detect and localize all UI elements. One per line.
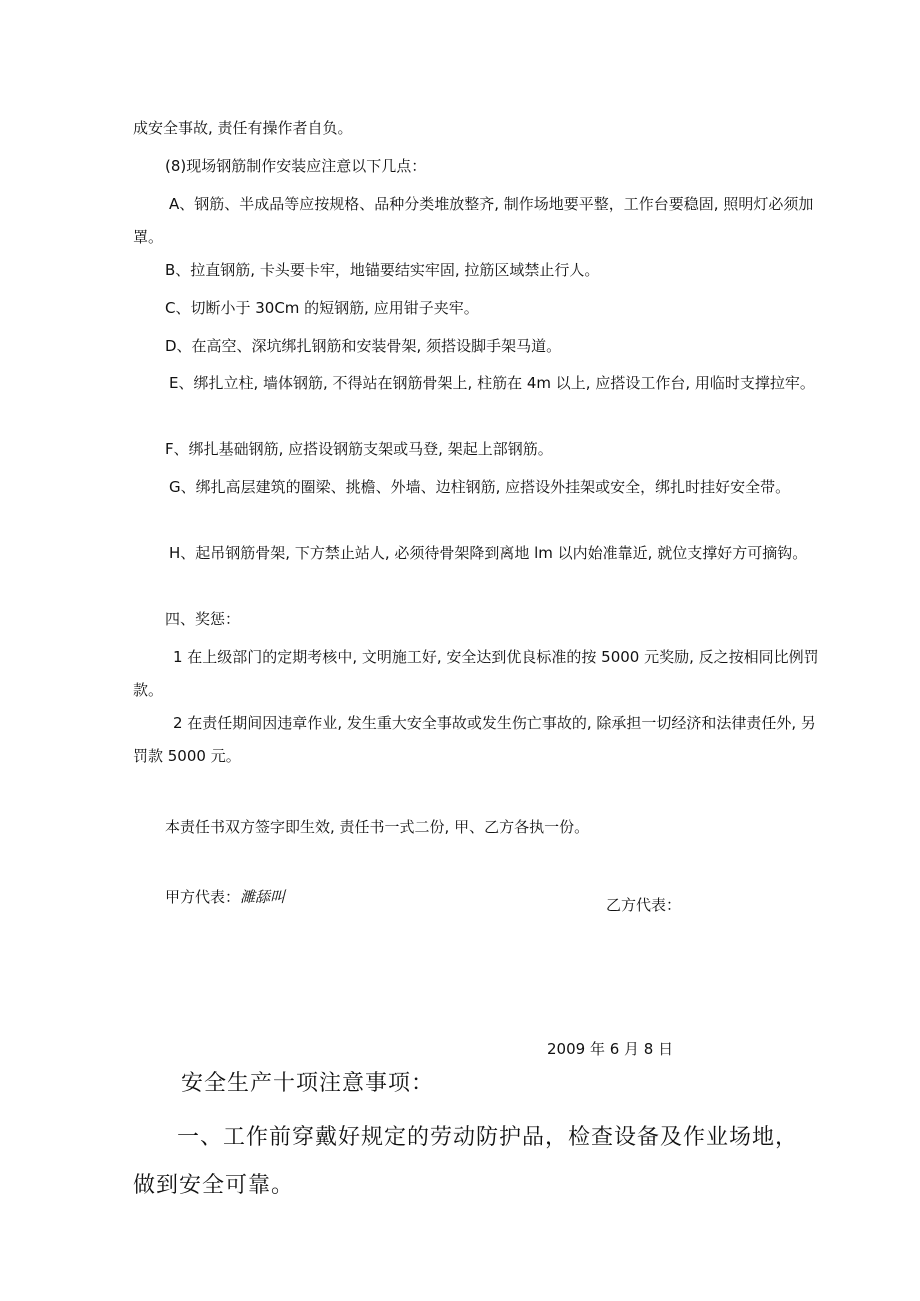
item-f: F、绑扎基础钢筋, 应搭设钢筋支架或马登, 架起上部钢筋。 [165,440,553,458]
item-h: H、起吊钢筋骨架, 下方禁止站人, 必须待骨架降到离地 lm 以内始准靠近, 就位支撑好方可摘钩。 [169,544,808,562]
safety-notes-heading: 安全生产十项注意事项： [181,1071,435,1096]
item-c: C、切断小于 30Cm 的短钢筋, 应用钳子夹牢。 [165,299,479,317]
party-a-label: 甲方代表： [165,888,241,906]
party-b-label: 乙方代表： [606,896,682,914]
item-d: D、在高空、深坑绑扎钢筋和安装骨架, 须搭设脚手架马道。 [165,337,562,355]
section-rewards-heading: 四、奖惩： [165,610,241,628]
signing-date: 2009 年 6 月 8 日 [547,1040,674,1058]
party-a-representative [165,886,285,908]
item-b: B、拉直钢筋, 卡头要卡牢，地锚要结实牢固, 拉筋区域禁止行人。 [165,261,600,279]
reward-item-2: 2 在责任期间因违章作业, 发生重大安全事故或发生伤亡事故的, 除承担一切经济和法律责任外, 另罚款 5000 元。 [133,714,816,765]
effective-clause: 本责任书双方签字即生效, 责任书一式二份, 甲、乙方各执一份。 [165,818,590,836]
reward-item-1: 1 在上级部门的定期考核中, 文明施工好, 安全达到优良标准的按 5000 元奖励, 反之按相同比例罚款。 [133,648,819,699]
party-b-representative [606,894,681,916]
paragraph-continuation: 成安全事故, 责任有操作者自负。 [133,119,353,137]
safety-note-1: 一、工作前穿戴好规定的劳动防护品，检查设备及作业场地，做到安全可靠。 [133,1125,799,1198]
paragraph-rebar-notes: (8)现场钢筋制作安装应注意以下几点： [165,157,427,175]
party-a-signature: 濉舔叫 [240,888,286,906]
item-e: E、绑扎立柱, 墙体钢筋, 不得站在钢筋骨架上, 柱筋在 4m 以上, 应搭设工作台, 用临时支撑拉牢。 [169,374,815,392]
item-a: A、钢筋、半成品等应按规格、品种分类堆放整齐, 制作场地要平整，工作台要稳固, 照明灯必须加罩。 [133,195,814,246]
item-g: G、绑扎高层建筑的圈梁、挑檐、外墙、边柱钢筋, 应搭设外挂架或安全，绑扎时挂好安全带。 [169,478,791,496]
